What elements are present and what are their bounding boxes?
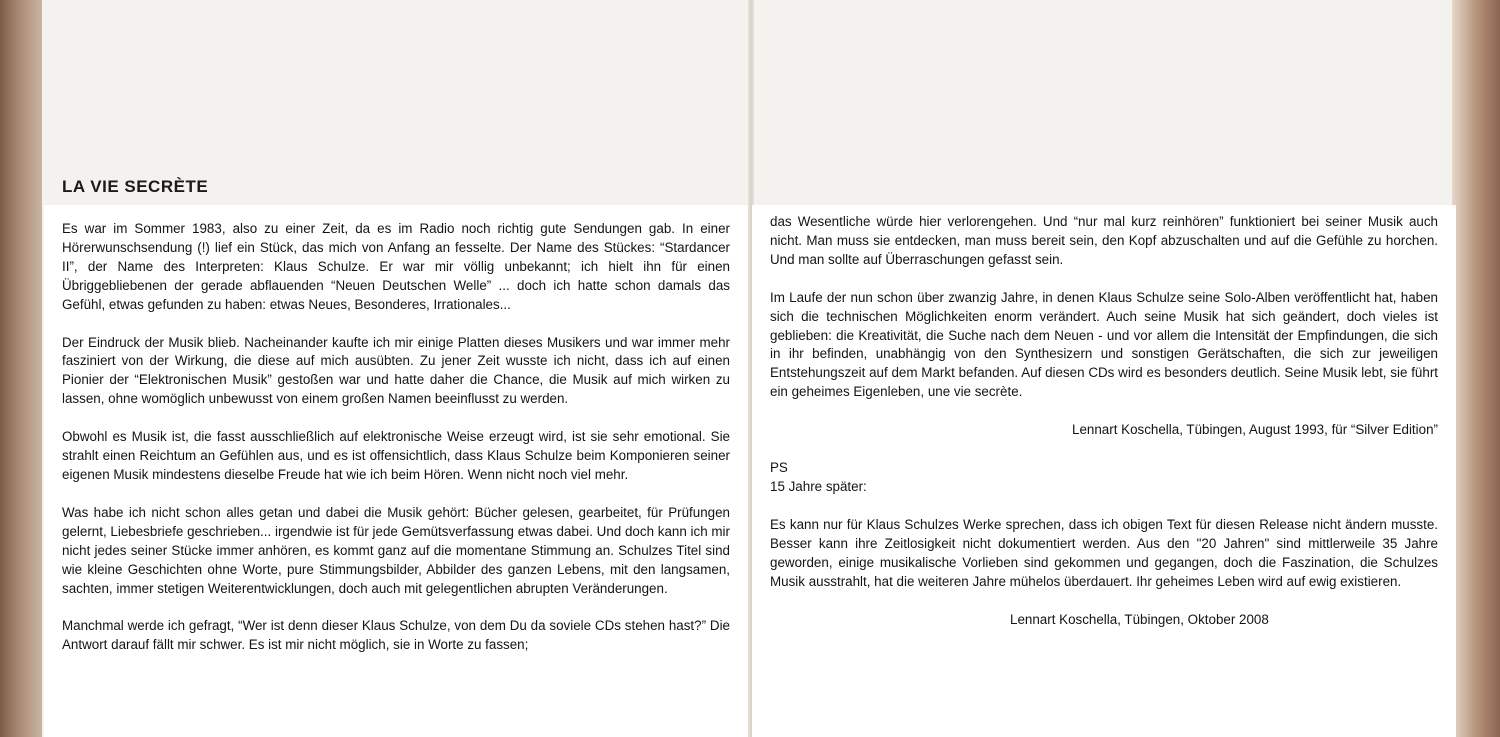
booklet-edge-right: [1452, 0, 1500, 737]
left-column: [62, 220, 730, 655]
paragraph-4: Was habe ich nicht schon alles getan und dabei die Musik gehört: Bücher gelesen, gearbeitet, für Prüfungen gelernt, Liebesbriefe geschrieben... irgendwie ist für jede Gemütsverfassung etwas dabei. Und doch kann ich mir nicht jedes seiner Stücke immer anhören, es kommt ganz auf die momentane Stimmung an. Schulzes Titel sind wie kleine Geschichten ohne Worte, pure Stimmungsbilder, Abbilder des ganzen Lebens, mit den langsamen, sachten, immer stetigen Weiterentwicklungen, doch auch mit gelegentlichen abrupten Veränderungen.: [62, 504, 730, 596]
paragraph-7: Im Laufe der nun schon über zwanzig Jahre, in denen Klaus Schulze seine Solo-Alben veröffentlicht hat, haben sich die technischen Möglichkeiten enorm verändert. Auch seine Musik hat sich geändert, doch vieles ist geblieben: die Kreativität, die Suche nach dem Neuen - und vor allem die Intensität der Empfindungen, die sich in ihr befinden, unabhängig von den Synthesizern und sonstigen Gerätschaften, die sich zur jeweiligen Entstehungszeit auf dem Markt befanden. Auf diesen CDs wird es besonders deutlich. Seine Musik lebt, sie führt ein geheimes Eigenleben, une vie secrète.: [770, 289, 1438, 400]
paragraph-3: Obwohl es Musik ist, die fasst ausschließlich auf elektronische Weise erzeugt wird, ist sie sehr emotional. Sie strahlt einen Reichtum an Gefühlen aus, und es ist offensichtlich, dass Klaus Schulze beim Komponieren seiner eigenen Musik mindestens dieselbe Freude hat wie ich beim Hören. Wenn nicht noch viel mehr.: [62, 429, 730, 482]
signature-2008: Lennart Koschella, Tübingen, Oktober 2008: [1010, 611, 1269, 627]
paragraph-1: Es war im Sommer 1983, also zu einer Zeit, da es im Radio noch richtig gute Sendungen gab. In einer Hörerwunschsendung (!) lief ein Stück, das mich von Anfang an fesselte. Der Name des Stückes: “Stardancer II”, der Name des Interpreten: Klaus Schulze. Er war mir völlig unbekannt; ich hielt ihn für einen Übriggebliebenen der gerade abflauenden “Neuen Deutschen Welle” ... doch ich hatte schon damals das Gefühl, etwas gefunden zu haben: etwas Neues, Besonderes, Irrationales...: [62, 221, 730, 312]
booklet-edge-left: [0, 0, 42, 737]
paragraph-6: das Wesentliche würde hier verlorengehen. Und “nur mal kurz reinhören” funktioniert bei seiner Musik auch nicht. Man muss sie entdecken, man muss bereit sein, den Kopf abzuschalten und auf die Gefühle zu horchen. Und man sollte auf Überraschungen gefasst sein.: [770, 214, 1438, 267]
ps-label: PS: [770, 460, 788, 476]
paragraph-2: Der Eindruck der Musik blieb. Nacheinander kaufte ich mir einige Platten dieses Musikers und war immer mehr fasziniert von der Wirkung, die diese auf mich ausübten. Zu jener Zeit wusste ich nicht, dass ich auf einen Pionier der “Elektronischen Musik” gestoßen war und hatte daher die Chance, die Musik auf mich wirken zu lassen, ohne womöglich unbewusst von einem großen Namen beeinflusst zu werden.: [62, 334, 730, 407]
ps-paragraph: Es kann nur für Klaus Schulzes Werke sprechen, dass ich obigen Text für diesen Release nicht ändern musste. Besser kann ihre Zeitlosigkeit nicht dokumentiert werden. Aus den "20 Jahren" sind mittlerweile 35 Jahre geworden, einige musikalische Vorlieben sind gekommen und gegangen, doch die Faszination, die Schulzes Musik ausstrahlt, hat die weiteren Jahre mühelos überdauert. Ihr geheimes Leben wird auf ewig existieren.: [770, 516, 1438, 589]
page-title: LA VIE SECRÈTE: [62, 177, 209, 196]
signature-1993: Lennart Koschella, Tübingen, August 1993, für “Silver Edition”: [1072, 422, 1438, 438]
paragraph-5: Manchmal werde ich gefragt, “Wer ist denn dieser Klaus Schulze, von dem Du da soviele CDs stehen hast?” Die Antwort darauf fällt mir schwer. Es ist mir nicht möglich, sie in Worte zu fassen;: [62, 618, 730, 653]
ps-subtitle: 15 Jahre später:: [770, 478, 867, 494]
right-column: [770, 213, 1438, 629]
